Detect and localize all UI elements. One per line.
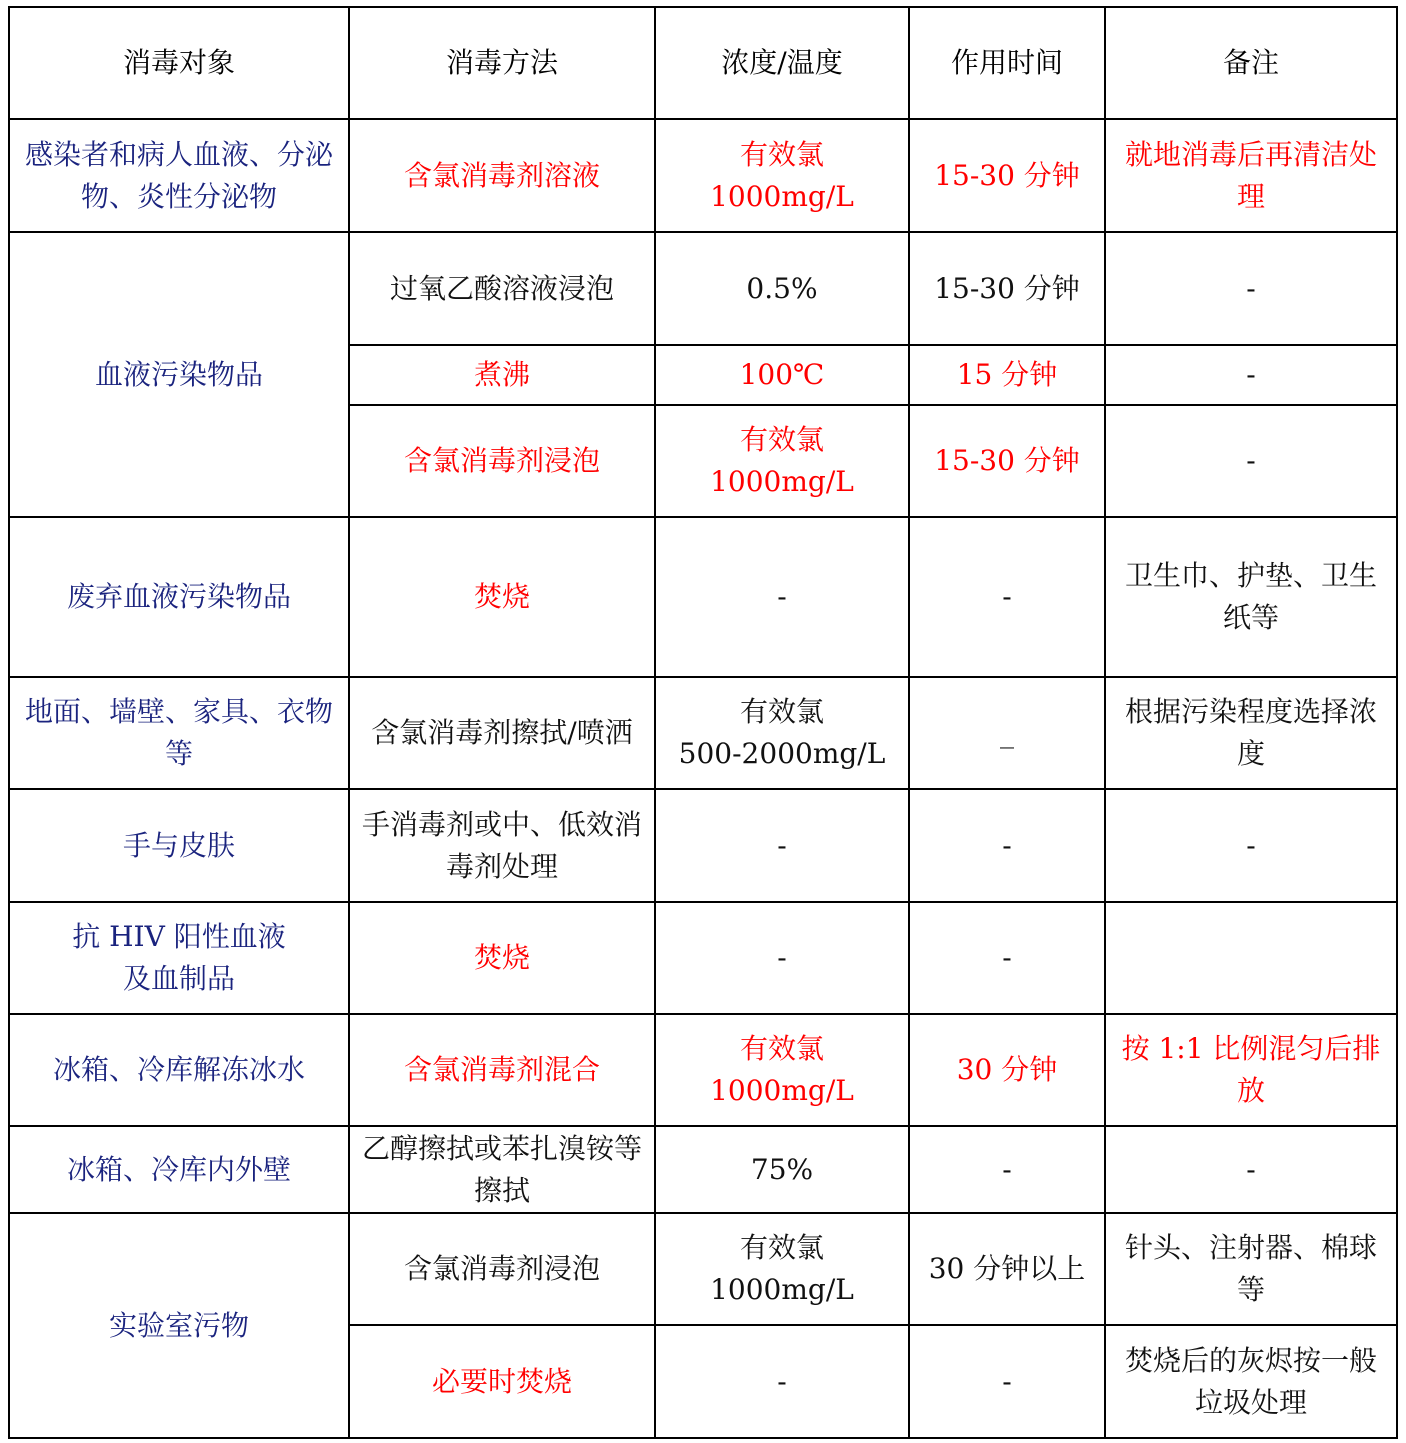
cell-object: 冰箱、冷库解冻冰水 (9, 1014, 349, 1126)
table-row (9, 1126, 1397, 1213)
table-row (9, 677, 1397, 789)
cell-concentration: 有效氯 1000mg/L (655, 1213, 909, 1325)
header-method: 消毒方法 (349, 7, 655, 119)
cell-note: - (1105, 345, 1397, 405)
table-row (9, 119, 1397, 232)
cell-concentration: 有效氯 1000mg/L (655, 119, 909, 232)
cell-note: - (1105, 405, 1397, 517)
cell-concentration: - (655, 1325, 909, 1438)
cell-object: 感染者和病人血液、分泌物、炎性分泌物 (9, 119, 349, 232)
cell-method: 乙醇擦拭或苯扎溴铵等擦拭 (349, 1126, 655, 1213)
cell-time: 30 分钟 (909, 1014, 1105, 1126)
header-note: 备注 (1105, 7, 1397, 119)
cell-note: 根据污染程度选择浓度 (1105, 677, 1397, 789)
cell-time: - (909, 789, 1105, 902)
cell-note: 卫生巾、护垫、卫生纸等 (1105, 517, 1397, 677)
cell-concentration: 75% (655, 1126, 909, 1213)
cell-concentration: 有效氯 1000mg/L (655, 1014, 909, 1126)
cell-note: 按 1:1 比例混匀后排放 (1105, 1014, 1397, 1126)
cell-note: 就地消毒后再清洁处理 (1105, 119, 1397, 232)
cell-time: 15 分钟 (909, 345, 1105, 405)
cell-concentration: 100℃ (655, 345, 909, 405)
cell-time: - (909, 517, 1105, 677)
cell-concentration: - (655, 517, 909, 677)
cell-time: _ (909, 677, 1105, 789)
cell-time: - (909, 1126, 1105, 1213)
cell-method: 含氯消毒剂浸泡 (349, 405, 655, 517)
table-row (9, 789, 1397, 902)
cell-method: 含氯消毒剂擦拭/喷洒 (349, 677, 655, 789)
cell-concentration: 有效氯 1000mg/L (655, 405, 909, 517)
header-object: 消毒对象 (9, 7, 349, 119)
cell-time: 15-30 分钟 (909, 232, 1105, 345)
cell-note: - (1105, 232, 1397, 345)
table-row (9, 1213, 1397, 1325)
cell-concentration: - (655, 789, 909, 902)
cell-object: 废弃血液污染物品 (9, 517, 349, 677)
cell-note (1105, 902, 1397, 1014)
header-concentration: 浓度/温度 (655, 7, 909, 119)
cell-object: 抗 HIV 阳性血液 及血制品 (9, 902, 349, 1014)
cell-method: 过氧乙酸溶液浸泡 (349, 232, 655, 345)
cell-object: 冰箱、冷库内外壁 (9, 1126, 349, 1213)
cell-method: 含氯消毒剂溶液 (349, 119, 655, 232)
cell-concentration: - (655, 902, 909, 1014)
table-row (9, 232, 1397, 345)
cell-method: 含氯消毒剂浸泡 (349, 1213, 655, 1325)
cell-note: - (1105, 789, 1397, 902)
cell-method: 手消毒剂或中、低效消毒剂处理 (349, 789, 655, 902)
cell-note: 针头、注射器、棉球等 (1105, 1213, 1397, 1325)
cell-concentration: 0.5% (655, 232, 909, 345)
table-row (9, 1014, 1397, 1126)
cell-time: 15-30 分钟 (909, 405, 1105, 517)
cell-method: 煮沸 (349, 345, 655, 405)
cell-method: 焚烧 (349, 902, 655, 1014)
cell-note: 焚烧后的灰烬按一般垃圾处理 (1105, 1325, 1397, 1438)
disinfection-table (8, 6, 1398, 1439)
header-time: 作用时间 (909, 7, 1105, 119)
table-row (9, 902, 1397, 1014)
cell-time: - (909, 902, 1105, 1014)
cell-method: 含氯消毒剂混合 (349, 1014, 655, 1126)
header-row (9, 7, 1397, 119)
cell-method: 必要时焚烧 (349, 1325, 655, 1438)
cell-time: - (909, 1325, 1105, 1438)
cell-object: 地面、墙壁、家具、衣物等 (9, 677, 349, 789)
cell-note: - (1105, 1126, 1397, 1213)
table-row (9, 517, 1397, 677)
cell-object: 手与皮肤 (9, 789, 349, 902)
cell-time: 30 分钟以上 (909, 1213, 1105, 1325)
cell-method: 焚烧 (349, 517, 655, 677)
cell-object: 实验室污物 (9, 1213, 349, 1438)
cell-object: 血液污染物品 (9, 232, 349, 517)
cell-time: 15-30 分钟 (909, 119, 1105, 232)
cell-concentration: 有效氯 500-2000mg/L (655, 677, 909, 789)
